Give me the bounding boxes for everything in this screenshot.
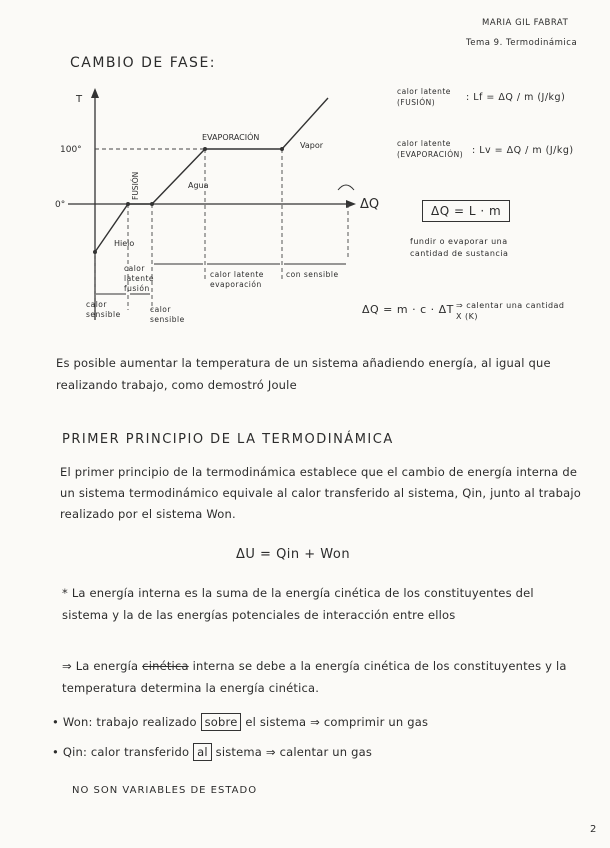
boxed-formula-note: fundir o evaporar una cantidad de sustancia [410, 237, 509, 258]
label-calor-sensible-2: calor sensible [150, 305, 185, 324]
fusion-end-dot [150, 202, 154, 206]
section-title-primer-principio: PRIMER PRINCIPIO DE LA TERMODINÁMICA [62, 432, 394, 447]
boxed-latent-formula: ΔQ = L · m [422, 200, 510, 222]
label-calor-latente-evap: calor latente evaporación [210, 270, 264, 289]
latente-fusion-eq: : Lf = ΔQ / m (J/kg) [466, 92, 566, 103]
label-calor-sensible-1: calor sensible [86, 300, 121, 319]
not-state-variables-note: NO SON VARIABLES DE ESTADO [72, 785, 258, 796]
section-title-cambio-fase: CAMBIO DE FASE: [70, 55, 217, 71]
qin-rest: sistema ⇒ calentar un gas [215, 745, 373, 759]
axis-y-label: T [76, 94, 83, 105]
latente-evap-label: calor latente (EVAPORACIÓN) [397, 139, 464, 159]
x-axis-arrow [346, 200, 356, 208]
sensible-heat-formula: ΔQ = m · c · ΔT [362, 303, 454, 316]
won-boxed-word: sobre [201, 713, 242, 731]
label-vapor: Vapor [300, 141, 324, 150]
won-definition [52, 715, 428, 729]
bullet2-struck-word: cinética [142, 659, 189, 673]
latente-evap-eq: : Lv = ΔQ / m (J/kg) [472, 145, 574, 156]
label-con-sensible: con sensible [286, 270, 339, 279]
bullet-temperatura [62, 655, 582, 699]
topic-label: Tema 9. Termodinámica [466, 38, 578, 48]
curve-start-dot [93, 250, 97, 254]
bullet-energia-interna [62, 582, 582, 626]
x-axis-hat [338, 185, 354, 190]
latente-fusion-label: calor latente (FUSIÓN) [397, 87, 451, 107]
evap-end-dot [280, 147, 284, 151]
joule-paragraph: Es posible aumentar la temperatura de un sistema añadiendo energía, al igual que realizando trabajo, como demostró Joule [56, 356, 551, 392]
bullet2-end: interna se debe a la energía cinética de los constituyentes y la temperatura determina la energía cinética. [62, 659, 567, 695]
phase-curve [95, 98, 328, 252]
label-calor-latente-fusion: calor latente fusión [124, 264, 155, 293]
author-name: MARIA GIL FABRAT [482, 18, 569, 28]
evap-start-dot [203, 147, 207, 151]
label-agua: Agua [188, 181, 209, 190]
qin-boxed-word: al [193, 743, 212, 761]
bullet-energia-interna-text: La energía interna es la suma de la energía cinética de los constituyentes del sistema y la de las energías potenciales de interacción entre ellos [62, 586, 534, 622]
tick-0: 0° [55, 200, 66, 210]
label-hielo: Hielo [114, 239, 135, 248]
y-axis-arrow [91, 88, 99, 98]
qin-label: Qin: calor transferido [62, 745, 190, 759]
page-number: 2 [590, 824, 597, 835]
first-law-equation: ΔU = Qin + Won [236, 547, 351, 562]
won-rest: el sistema ⇒ comprimir un gas [245, 715, 429, 729]
fusion-start-dot [126, 202, 130, 206]
qin-definition [52, 745, 372, 759]
label-evaporacion: EVAPORACIÓN [202, 133, 260, 142]
tick-100: 100° [60, 145, 82, 155]
bullet-star: * [62, 586, 72, 600]
primer-principio-paragraph: El primer principio de la termodinámica establece que el cambio de energía interna de un sistema termodinámico equivale al calor transferido al sistema, Qin, junto al trabajo realizado por el sistema Won. [60, 465, 582, 521]
axis-x-label: ΔQ [360, 197, 380, 212]
won-label: Won: trabajo realizado [62, 715, 197, 729]
label-fusion: FUSIÓN [131, 171, 140, 200]
won-bullet: • [52, 715, 63, 729]
bullet2-start: ⇒ La energía [62, 659, 139, 673]
qin-bullet: • [52, 745, 63, 759]
sensible-heat-note: ⇒ calentar una cantidad X (K) [456, 301, 565, 321]
